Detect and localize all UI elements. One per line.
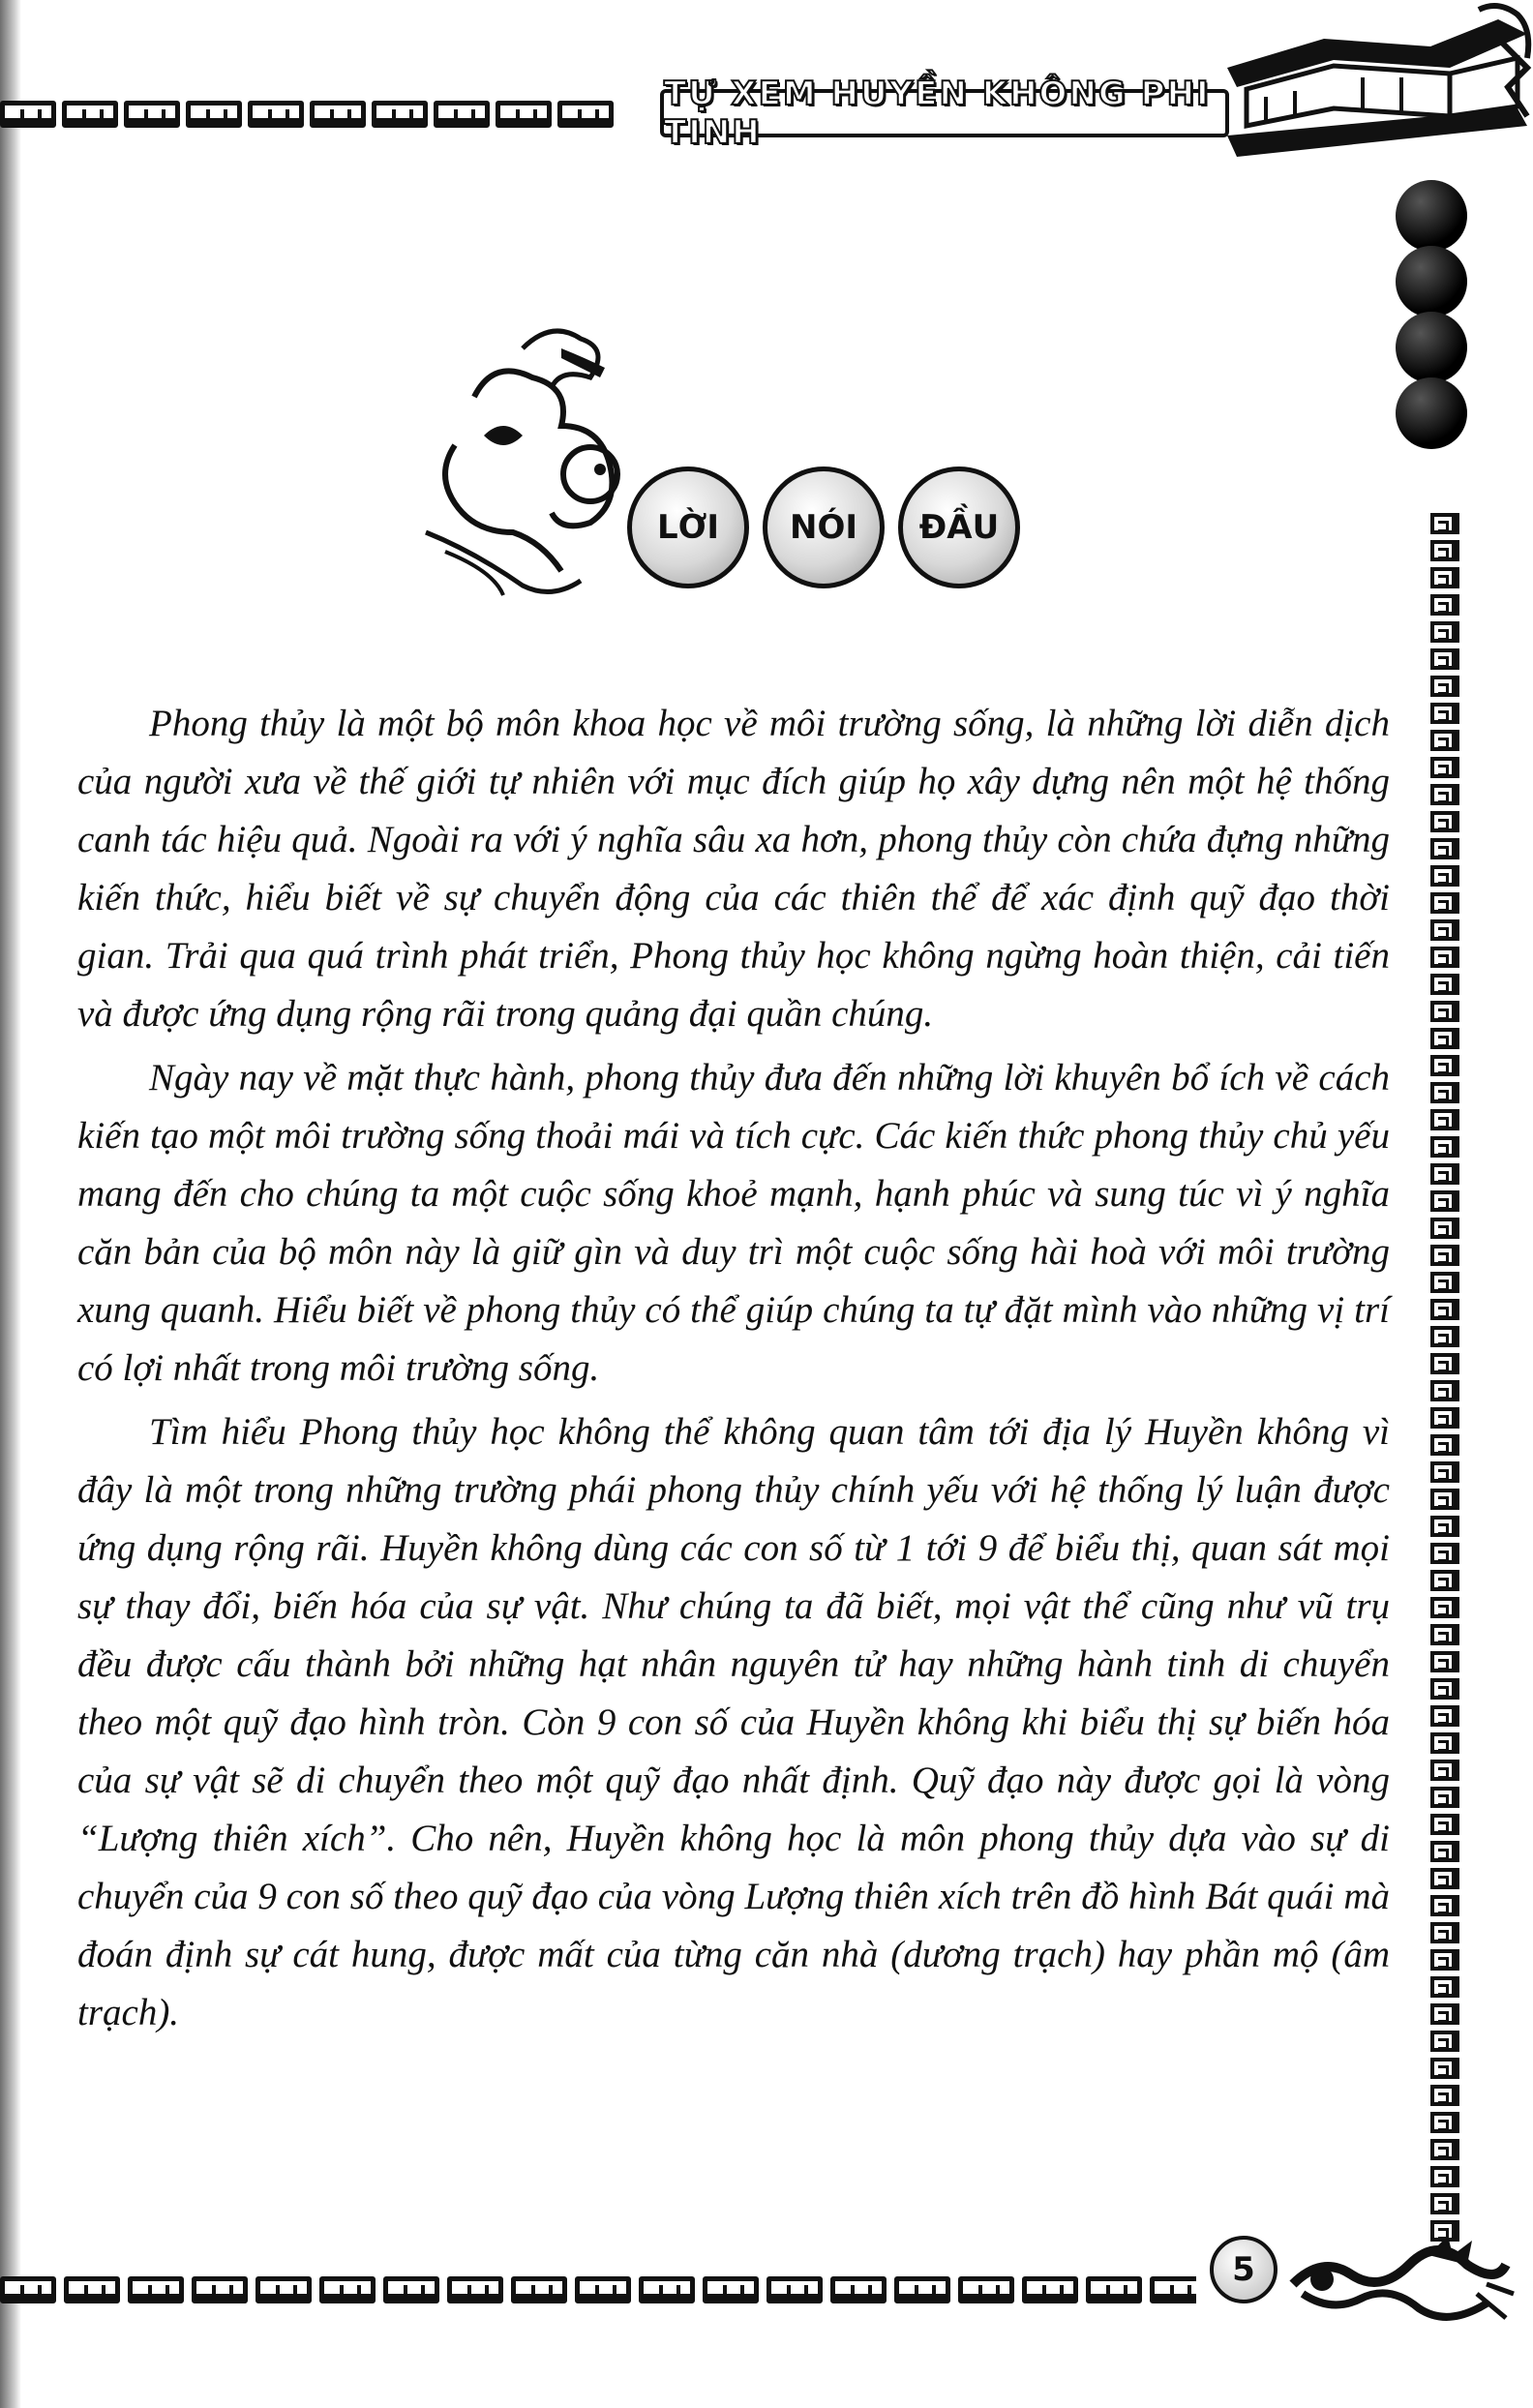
key-pattern-segment	[1430, 947, 1459, 968]
key-pattern-segment	[511, 2276, 567, 2303]
key-pattern-segment	[1430, 1001, 1459, 1022]
key-pattern-segment	[1430, 1922, 1459, 1943]
key-pattern-segment	[1150, 2276, 1196, 2303]
key-pattern-segment	[1430, 1218, 1459, 1239]
key-pattern-segment	[1430, 676, 1459, 697]
key-pattern-segment	[1430, 540, 1459, 561]
paragraph: Ngày nay về mặt thực hành, phong thủy đưa đến những lời khuyên bổ ích về cách kiến tạo một môi trường sống thoải mái và tích cực. Các kiến thức phong thủy chủ yếu mang đến cho chúng ta một cuộc sống khoẻ mạnh, hạnh phúc và sung túc vì ý nghĩa căn bản của bộ môn này là giữ gìn và duy trì một cuộc sống hài hoà với môi trường xung quanh. Hiểu biết về phong thủy có thể giúp chúng ta tự đặt mình vào những vị trí có lợi nhất trong môi trường sống.	[77, 1057, 1390, 1389]
binding-shadow	[0, 0, 21, 2408]
key-pattern-segment	[1430, 919, 1459, 941]
key-pattern-segment	[766, 2276, 823, 2303]
heading-word-circle: NÓI	[763, 467, 885, 588]
key-pattern-segment	[1430, 648, 1459, 670]
key-pattern-segment	[1430, 1705, 1459, 1727]
right-bead-stack	[1396, 180, 1469, 443]
key-pattern-segment	[1430, 1732, 1459, 1754]
key-pattern-segment	[1430, 513, 1459, 534]
key-pattern-segment	[1430, 567, 1459, 588]
key-pattern-segment	[1430, 1136, 1459, 1158]
key-pattern-segment	[1430, 1434, 1459, 1456]
key-pattern-segment	[1430, 2058, 1459, 2079]
key-pattern-segment	[434, 101, 490, 128]
key-pattern-segment	[128, 2276, 184, 2303]
key-pattern-segment	[192, 2276, 248, 2303]
key-pattern-segment	[1430, 703, 1459, 724]
key-pattern-segment	[256, 2276, 312, 2303]
key-pattern-segment	[1430, 1163, 1459, 1185]
key-pattern-segment	[1430, 1814, 1459, 1835]
dragon-icon	[1283, 2226, 1516, 2333]
key-pattern-segment	[1430, 2112, 1459, 2133]
lion-icon	[416, 319, 641, 600]
key-pattern-segment	[1430, 1787, 1459, 1808]
key-pattern-segment	[383, 2276, 439, 2303]
key-pattern-segment	[894, 2276, 950, 2303]
top-key-border	[0, 101, 650, 132]
key-pattern-segment	[1430, 1245, 1459, 1266]
key-pattern-segment	[496, 101, 552, 128]
key-pattern-segment	[1430, 1407, 1459, 1429]
key-pattern-segment	[1430, 811, 1459, 832]
key-pattern-segment	[1430, 594, 1459, 616]
key-pattern-segment	[557, 101, 614, 128]
key-pattern-segment	[1430, 1760, 1459, 1781]
bottom-key-border	[0, 2276, 1196, 2305]
key-pattern-segment	[1430, 1082, 1459, 1103]
key-pattern-segment	[1430, 1353, 1459, 1374]
key-pattern-segment	[1430, 2003, 1459, 2025]
key-pattern-segment	[1430, 1272, 1459, 1293]
page-heading	[627, 467, 1020, 588]
paragraph: Phong thủy là một bộ môn khoa học về môi trường sống, là những lời diễn dịch của người xưa về thế giới tự nhiên với mục đích giúp họ xây dựng nên một hệ thống canh tác hiệu quả. Ngoài ra với ý nghĩa sâu xa hơn, phong thủy còn chứa đựng những kiến thức, hiểu biết về sự chuyển động của các thiên thể để xác định quỹ đạo thời gian. Trải qua quá trình phát triển, Phong thủy học không ngừng hoàn thiện, cải tiến và được ứng dụng rộng rãi trong quảng đại quần chúng.	[77, 703, 1390, 1035]
key-pattern-segment	[0, 101, 56, 128]
key-pattern-segment	[372, 101, 428, 128]
key-pattern-segment	[1430, 621, 1459, 643]
key-pattern-segment	[575, 2276, 631, 2303]
bead-ornament	[1396, 246, 1467, 317]
running-header	[660, 75, 1229, 152]
key-pattern-segment	[64, 2276, 120, 2303]
key-pattern-segment	[1430, 2085, 1459, 2106]
key-pattern-segment	[958, 2276, 1014, 2303]
key-pattern-segment	[1430, 730, 1459, 751]
key-pattern-segment	[1430, 1299, 1459, 1320]
paragraph: Tìm hiểu Phong thủy học không thể không quan tâm tới địa lý Huyền không vì đây là một trong những trường phái phong thủy chính yếu với hệ thống lý luận được ứng dụng rộng rãi. Huyền không dùng các con số từ 1 tới 9 để biểu thị, quan sát mọi sự thay đổi, biến hóa của sự vật. Như chúng ta đã biết, mọi vật thể cũng như vũ trụ đều được cấu thành bởi những hạt nhân nguyên tử hay những hành tinh di chuyển theo một quỹ đạo hình tròn. Còn 9 con số của Huyền không khi biểu thị sự biến hóa của sự vật sẽ di chuyển theo một quỹ đạo nhất định. Quỹ đạo này được gọi là vòng “Lượng thiên xích”. Cho nên, Huyền không học là môn phong thủy dựa vào sự di chuyển của 9 con số theo quỹ đạo của vòng Lượng thiên xích trên đồ hình Bát quái mà đoán định sự cát hung, được mất của từng căn nhà (dương trạch) hay phần mộ (âm trạch).	[77, 1411, 1390, 2033]
key-pattern-segment	[1430, 1841, 1459, 1862]
running-header-title: TỰ XEM HUYỀN KHÔNG PHI TINH	[664, 75, 1211, 152]
bead-ornament	[1396, 180, 1467, 252]
key-pattern-segment	[1430, 1597, 1459, 1618]
key-pattern-segment	[248, 101, 304, 128]
key-pattern-segment	[1430, 1868, 1459, 1889]
key-pattern-segment	[1430, 1055, 1459, 1076]
key-pattern-segment	[1430, 892, 1459, 914]
key-pattern-segment	[0, 2276, 56, 2303]
key-pattern-segment	[319, 2276, 376, 2303]
key-pattern-segment	[1430, 784, 1459, 805]
key-pattern-segment	[1086, 2276, 1142, 2303]
key-pattern-segment	[703, 2276, 759, 2303]
key-pattern-segment	[1430, 1516, 1459, 1537]
key-pattern-segment	[1430, 1976, 1459, 1998]
key-pattern-segment	[1430, 1109, 1459, 1130]
key-pattern-segment	[1430, 1190, 1459, 1212]
key-pattern-segment	[62, 101, 118, 128]
temple-icon	[1208, 0, 1533, 169]
key-pattern-segment	[1430, 1380, 1459, 1401]
key-pattern-segment	[186, 101, 242, 128]
key-pattern-segment	[1430, 1895, 1459, 1916]
key-pattern-segment	[1430, 1949, 1459, 1971]
right-key-border	[1430, 513, 1463, 2255]
key-pattern-segment	[1430, 1326, 1459, 1347]
key-pattern-segment	[1430, 2031, 1459, 2052]
key-pattern-segment	[1430, 1678, 1459, 1700]
key-pattern-segment	[830, 2276, 887, 2303]
key-pattern-segment	[1430, 865, 1459, 887]
key-pattern-segment	[1430, 2139, 1459, 2160]
key-pattern-segment	[1430, 1624, 1459, 1645]
bead-ornament	[1396, 312, 1467, 383]
key-pattern-segment	[447, 2276, 503, 2303]
key-pattern-segment	[639, 2276, 695, 2303]
key-pattern-segment	[1430, 2166, 1459, 2187]
heading-word-circle: LỜI	[627, 467, 749, 588]
heading-word-circle: ĐẦU	[898, 467, 1020, 588]
key-pattern-segment	[310, 101, 366, 128]
key-pattern-segment	[1430, 974, 1459, 995]
bead-ornament	[1396, 377, 1467, 449]
key-pattern-segment	[1022, 2276, 1078, 2303]
key-pattern-segment	[1430, 1543, 1459, 1564]
key-pattern-segment	[1430, 838, 1459, 859]
body-text	[77, 695, 1390, 2048]
key-pattern-segment	[1430, 2193, 1459, 2214]
key-pattern-segment	[1430, 1028, 1459, 1049]
key-pattern-segment	[1430, 1489, 1459, 1510]
key-pattern-segment	[1430, 1461, 1459, 1483]
key-pattern-segment	[1430, 1651, 1459, 1672]
key-pattern-segment	[1430, 1570, 1459, 1591]
page-number: 5	[1210, 2236, 1278, 2303]
key-pattern-segment	[1430, 757, 1459, 778]
key-pattern-segment	[124, 101, 180, 128]
